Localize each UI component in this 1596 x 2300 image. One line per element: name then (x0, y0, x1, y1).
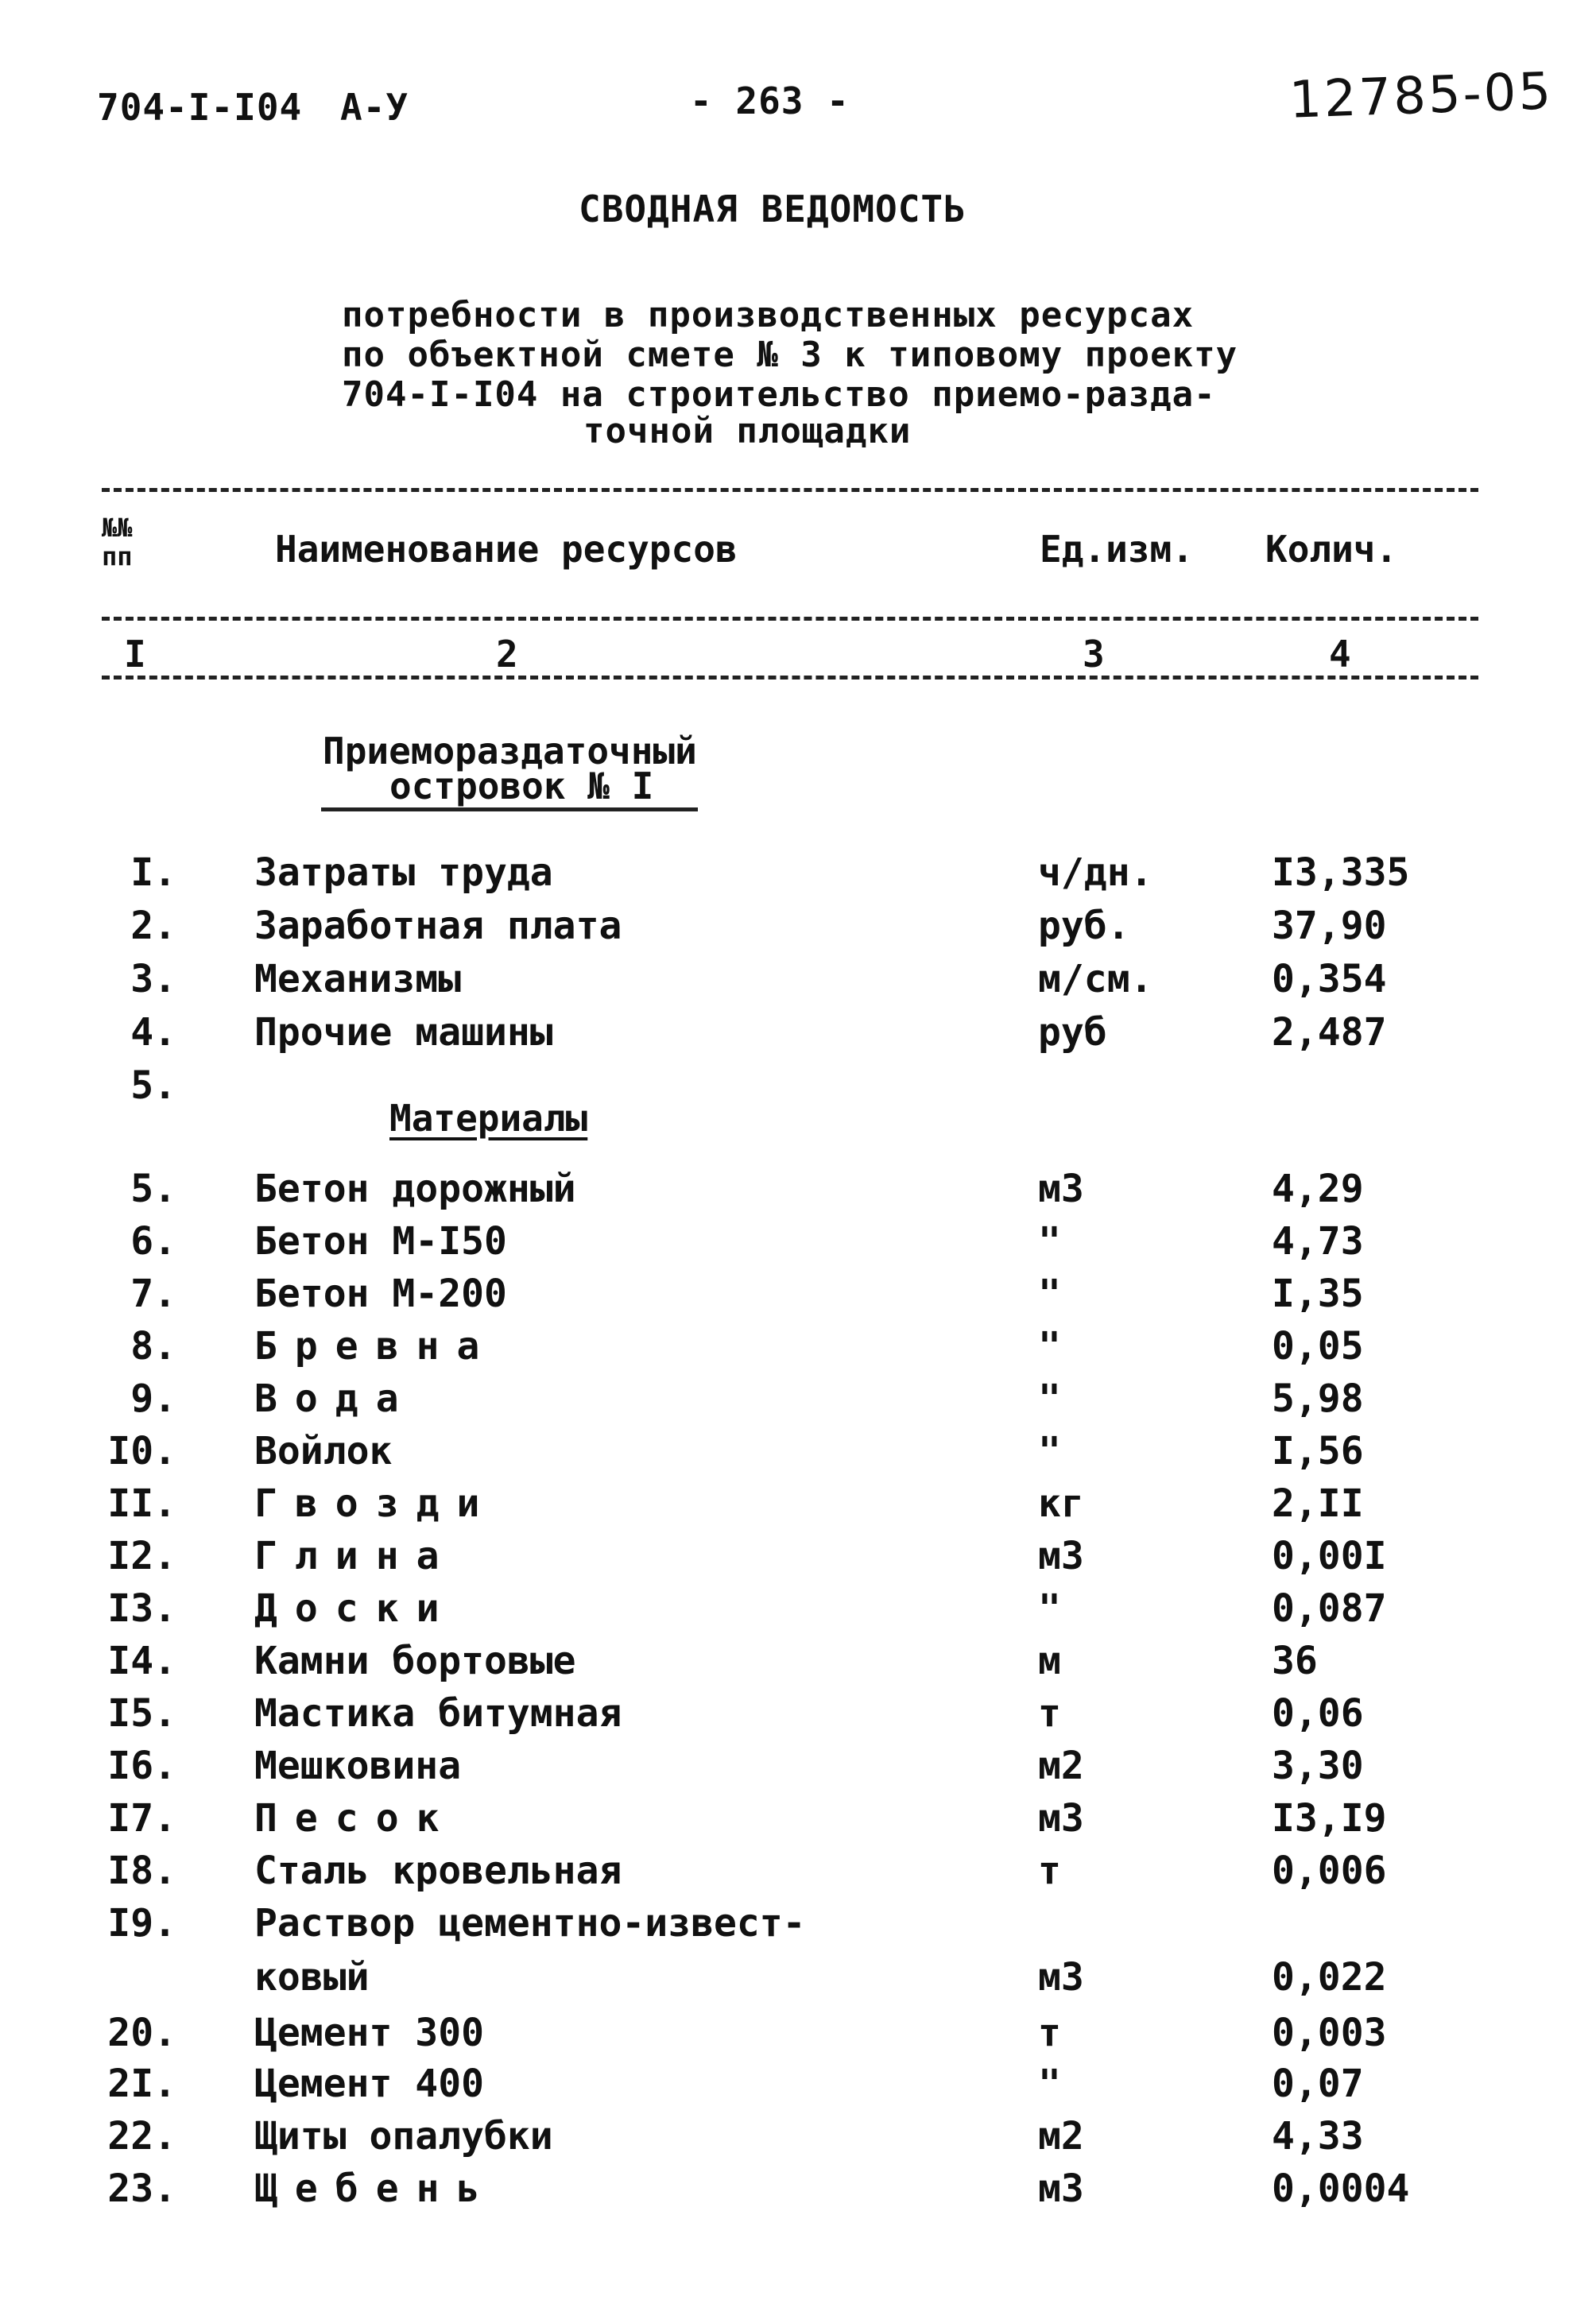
column-header-num: №№ пп (102, 513, 133, 571)
quantity: 0,06 (1272, 1691, 1364, 1736)
resource-name: Щебень (254, 2166, 498, 2211)
row-number: I2. (107, 1534, 176, 1578)
unit-of-measure: " (1038, 2062, 1061, 2106)
quantity: 4,33 (1272, 2114, 1364, 2159)
quantity: 2,II (1272, 1481, 1364, 1526)
resource-name: Бетон дорожный (254, 1167, 576, 1211)
table-row (0, 2062, 1596, 2114)
quantity: 4,73 (1272, 1219, 1364, 1264)
table-row (0, 1744, 1596, 1796)
table-row (0, 1534, 1596, 1586)
unit-of-measure: т (1038, 1849, 1061, 1893)
unit-of-measure: м3 (1038, 1534, 1084, 1578)
unit-of-measure: руб (1038, 1010, 1107, 1055)
resource-name: Мешковина (254, 1744, 462, 1788)
row-number: I. (130, 850, 176, 895)
quantity: 0,022 (1272, 1955, 1387, 2000)
column-number-3: 3 (1083, 633, 1105, 676)
resource-name: Бетон М-200 (254, 1272, 507, 1316)
table-rule-top (102, 488, 1478, 492)
row-number: 2. (130, 904, 176, 948)
table-row (0, 1377, 1596, 1429)
table-row (0, 2114, 1596, 2166)
resource-name: Раствор цементно-извест- (254, 1901, 806, 1946)
resource-name: Бревна (254, 1324, 498, 1369)
row-number: 9. (130, 1377, 176, 1421)
quantity: I,56 (1272, 1429, 1364, 1473)
row-number: I9. (107, 1901, 176, 1946)
table-row (0, 1586, 1596, 1639)
quantity: 0,05 (1272, 1324, 1364, 1369)
row-number: 6. (130, 1219, 176, 1264)
unit-of-measure: " (1038, 1429, 1061, 1473)
unit-of-measure: " (1038, 1324, 1061, 1369)
subtitle-line-2: по объектной смете № 3 к типовому проекту (342, 335, 1238, 375)
section-title-underline (321, 807, 698, 811)
unit-of-measure: " (1038, 1586, 1061, 1631)
unit-of-measure: ч/дн. (1038, 850, 1153, 895)
document-suffix: А-У (340, 86, 409, 129)
table-row (0, 850, 1596, 903)
resource-name: Глина (254, 1534, 457, 1578)
row-number: I5. (107, 1691, 176, 1736)
materials-heading: Материалы (389, 1097, 588, 1140)
row-number: 7. (130, 1272, 176, 1316)
unit-of-measure: м3 (1038, 1796, 1084, 1841)
table-row (0, 2011, 1596, 2063)
unit-of-measure: " (1038, 1272, 1061, 1316)
row-number: 3. (130, 957, 176, 1001)
unit-of-measure: руб. (1038, 904, 1130, 948)
unit-of-measure: м2 (1038, 2114, 1084, 2159)
unit-of-measure: " (1038, 1219, 1061, 1264)
unit-of-measure: т (1038, 2011, 1061, 2055)
row-number: II. (107, 1481, 176, 1526)
resource-name: Прочие машины (254, 1010, 553, 1055)
unit-of-measure: " (1038, 1377, 1061, 1421)
resource-name: Бетон М-I50 (254, 1219, 507, 1264)
table-row (0, 904, 1596, 956)
table-row (0, 1796, 1596, 1849)
subtitle-line-1: потребности в производственных ресурсах (342, 295, 1195, 335)
table-row (0, 1955, 1596, 2008)
column-header-qty: Колич. (1265, 528, 1398, 571)
resource-name: Песок (254, 1796, 457, 1841)
table-rule-middle (102, 617, 1478, 621)
row-number: I3. (107, 1586, 176, 1631)
page-number: - 263 - (690, 79, 850, 122)
table-row (0, 1639, 1596, 1691)
column-number-2: 2 (496, 633, 518, 676)
row-number: 2I. (107, 2062, 176, 2106)
unit-of-measure: кг (1038, 1481, 1084, 1526)
table-row (0, 1324, 1596, 1377)
page-title: СВОДНАЯ ВЕДОМОСТЬ (579, 188, 967, 230)
quantity: I3,I9 (1272, 1796, 1387, 1841)
table-row (0, 1691, 1596, 1744)
section-title-line-1: Приемораздаточный (323, 730, 697, 772)
row-number: I4. (107, 1639, 176, 1683)
quantity: 0,006 (1272, 1849, 1387, 1893)
row-number: 4. (130, 1010, 176, 1055)
section-title-line-2: островок № I (389, 765, 654, 807)
unit-of-measure: м3 (1038, 2166, 1084, 2211)
table-row (0, 1167, 1596, 1219)
table-row (0, 1901, 1596, 1953)
row-number: 22. (107, 2114, 176, 2159)
resource-name: Сталь кровельная (254, 1849, 622, 1893)
row-number: I0. (107, 1429, 176, 1473)
resource-name: Вода (254, 1377, 416, 1421)
resource-name: Доски (254, 1586, 457, 1631)
resource-name: Цемент 300 (254, 2011, 484, 2055)
row-number: I7. (107, 1796, 176, 1841)
column-header-unit: Ед.изм. (1040, 528, 1194, 571)
resource-name: Заработная плата (254, 904, 622, 948)
unit-of-measure: м2 (1038, 1744, 1084, 1788)
unit-of-measure: т (1038, 1691, 1061, 1736)
resource-name: Войлок (254, 1429, 393, 1473)
quantity: 0,087 (1272, 1586, 1387, 1631)
quantity: 0,003 (1272, 2011, 1387, 2055)
table-rule-bottom (102, 676, 1478, 680)
resource-name: ковый (254, 1955, 370, 2000)
resource-name: Цемент 400 (254, 2062, 484, 2106)
row-number: 23. (107, 2166, 176, 2211)
quantity: 5,98 (1272, 1377, 1364, 1421)
row-number: I8. (107, 1849, 176, 1893)
quantity: 0,00I (1272, 1534, 1387, 1578)
handwritten-stamp: 12785-05 (1288, 62, 1555, 130)
column-header-name: Наименование ресурсов (275, 528, 738, 571)
table-row (0, 1429, 1596, 1481)
quantity: 37,90 (1272, 904, 1387, 948)
table-row (0, 1219, 1596, 1272)
resource-name: Щиты опалубки (254, 2114, 553, 2159)
table-row (0, 1063, 1596, 1116)
unit-of-measure: м3 (1038, 1955, 1084, 2000)
subtitle-line-4: точной площадки (583, 411, 912, 451)
quantity: 0,354 (1272, 957, 1387, 1001)
quantity: I3,335 (1272, 850, 1410, 895)
unit-of-measure: м3 (1038, 1167, 1084, 1211)
resource-name: Мастика битумная (254, 1691, 622, 1736)
subtitle-line-3: 704-I-I04 на строительство приемо-разда- (342, 374, 1216, 415)
quantity: 36 (1272, 1639, 1318, 1683)
table-row (0, 957, 1596, 1009)
row-number: 20. (107, 2011, 176, 2055)
quantity: 0,07 (1272, 2062, 1364, 2106)
resource-name: Гвозди (254, 1481, 498, 1526)
table-row (0, 1481, 1596, 1534)
unit-of-measure: м/см. (1038, 957, 1153, 1001)
quantity: 3,30 (1272, 1744, 1364, 1788)
unit-of-measure: м (1038, 1639, 1061, 1683)
resource-name: Механизмы (254, 957, 462, 1001)
row-number: 8. (130, 1324, 176, 1369)
quantity: 4,29 (1272, 1167, 1364, 1211)
column-number-4: 4 (1329, 633, 1351, 676)
column-number-1: I (124, 633, 146, 676)
table-row (0, 1010, 1596, 1063)
quantity: I,35 (1272, 1272, 1364, 1316)
quantity: 2,487 (1272, 1010, 1387, 1055)
resource-name: Затраты труда (254, 850, 553, 895)
quantity: 0,0004 (1272, 2166, 1410, 2211)
resource-name: Камни бортовые (254, 1639, 576, 1683)
row-number: 5. (130, 1167, 176, 1211)
table-row (0, 1272, 1596, 1324)
row-number: 5. (130, 1063, 176, 1108)
document-code: 704-I-I04 (97, 86, 303, 129)
table-row (0, 1849, 1596, 1901)
table-row (0, 2166, 1596, 2219)
row-number: I6. (107, 1744, 176, 1788)
